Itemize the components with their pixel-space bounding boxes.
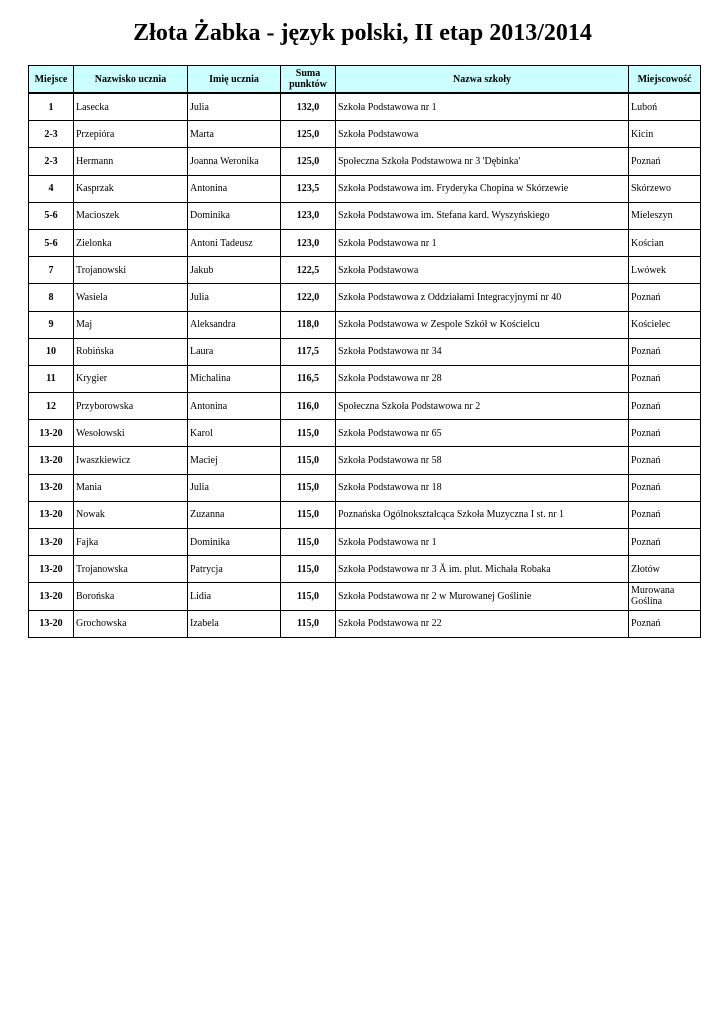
firstname-cell: Antonina — [188, 175, 281, 202]
points-cell: 118,0 — [281, 311, 336, 338]
surname-cell: Przyborowska — [74, 393, 188, 420]
firstname-cell: Izabela — [188, 610, 281, 637]
city-cell: Poznań — [629, 393, 701, 420]
points-cell: 125,0 — [281, 121, 336, 148]
school-cell: Szkoła Podstawowa im. Fryderyka Chopina w Skórzewie — [336, 175, 629, 202]
place-cell: 10 — [29, 338, 74, 365]
place-cell: 13-20 — [29, 583, 74, 610]
table-row — [29, 338, 701, 365]
points-cell: 115,0 — [281, 447, 336, 474]
place-cell: 9 — [29, 311, 74, 338]
table-row — [29, 529, 701, 556]
school-cell: Szkoła Podstawowa nr 3 Ă im. plut. Michała Robaka — [336, 556, 629, 583]
firstname-cell: Laura — [188, 338, 281, 365]
points-cell: 115,0 — [281, 610, 336, 637]
place-cell: 8 — [29, 284, 74, 311]
surname-cell: Macioszek — [74, 202, 188, 229]
firstname-cell: Antoni Tadeusz — [188, 229, 281, 256]
points-cell: 115,0 — [281, 501, 336, 528]
surname-cell: Wasiela — [74, 284, 188, 311]
surname-cell: Hermann — [74, 148, 188, 175]
firstname-cell: Zuzanna — [188, 501, 281, 528]
place-cell: 13-20 — [29, 501, 74, 528]
school-cell: Szkoła Podstawowa nr 1 — [336, 93, 629, 121]
city-cell: Poznań — [629, 474, 701, 501]
city-cell: Poznań — [629, 365, 701, 392]
place-cell: 1 — [29, 93, 74, 121]
surname-cell: Grochowska — [74, 610, 188, 637]
school-cell: Społeczna Szkoła Podstawowa nr 2 — [336, 393, 629, 420]
city-cell: Złotów — [629, 556, 701, 583]
firstname-cell: Marta — [188, 121, 281, 148]
points-cell: 122,0 — [281, 284, 336, 311]
points-cell: 123,5 — [281, 175, 336, 202]
city-cell: Poznań — [629, 501, 701, 528]
place-cell: 4 — [29, 175, 74, 202]
surname-cell: Zielonka — [74, 229, 188, 256]
table-row — [29, 257, 701, 284]
school-cell: Szkoła Podstawowa nr 34 — [336, 338, 629, 365]
school-cell: Szkoła Podstawowa w Zespole Szkół w Kościelcu — [336, 311, 629, 338]
school-cell: Społeczna Szkoła Podstawowa nr 3 'Dębinka' — [336, 148, 629, 175]
school-cell: Szkoła Podstawowa nr 65 — [336, 420, 629, 447]
place-cell: 7 — [29, 257, 74, 284]
city-cell: Lwówek — [629, 257, 701, 284]
table-row — [29, 501, 701, 528]
table-row — [29, 229, 701, 256]
results-table — [28, 65, 701, 638]
city-cell: Luboń — [629, 93, 701, 121]
city-cell: Poznań — [629, 284, 701, 311]
table-row — [29, 121, 701, 148]
table-row — [29, 610, 701, 637]
city-cell: Poznań — [629, 338, 701, 365]
school-cell: Szkoła Podstawowa nr 2 w Murowanej Goślinie — [336, 583, 629, 610]
surname-cell: Borońska — [74, 583, 188, 610]
header-school: Nazwa szkoły — [336, 66, 629, 94]
table-row — [29, 393, 701, 420]
surname-cell: Maj — [74, 311, 188, 338]
firstname-cell: Lidia — [188, 583, 281, 610]
firstname-cell: Jakub — [188, 257, 281, 284]
points-cell: 115,0 — [281, 556, 336, 583]
school-cell: Szkoła Podstawowa nr 58 — [336, 447, 629, 474]
school-cell: Szkoła Podstawowa nr 18 — [336, 474, 629, 501]
table-row — [29, 447, 701, 474]
table-row — [29, 284, 701, 311]
firstname-cell: Aleksandra — [188, 311, 281, 338]
firstname-cell: Julia — [188, 284, 281, 311]
firstname-cell: Dominika — [188, 529, 281, 556]
table-row — [29, 202, 701, 229]
place-cell: 11 — [29, 365, 74, 392]
points-cell: 117,5 — [281, 338, 336, 365]
table-row — [29, 583, 701, 610]
points-cell: 123,0 — [281, 229, 336, 256]
place-cell: 12 — [29, 393, 74, 420]
firstname-cell: Maciej — [188, 447, 281, 474]
points-cell: 132,0 — [281, 93, 336, 121]
header-row — [29, 66, 701, 94]
school-cell: Szkoła Podstawowa nr 28 — [336, 365, 629, 392]
surname-cell: Iwaszkiewicz — [74, 447, 188, 474]
place-cell: 2-3 — [29, 121, 74, 148]
surname-cell: Krygier — [74, 365, 188, 392]
school-cell: Szkoła Podstawowa im. Stefana kard. Wyszyńskiego — [336, 202, 629, 229]
city-cell: Poznań — [629, 420, 701, 447]
city-cell: Murowana Goślina — [629, 583, 701, 610]
firstname-cell: Michalina — [188, 365, 281, 392]
school-cell: Szkoła Podstawowa — [336, 257, 629, 284]
firstname-cell: Dominika — [188, 202, 281, 229]
firstname-cell: Julia — [188, 474, 281, 501]
points-cell: 115,0 — [281, 420, 336, 447]
table-row — [29, 175, 701, 202]
city-cell: Kościan — [629, 229, 701, 256]
city-cell: Mieleszyn — [629, 202, 701, 229]
points-cell: 116,5 — [281, 365, 336, 392]
header-city: Miejscowość — [629, 66, 701, 94]
firstname-cell: Joanna Weronika — [188, 148, 281, 175]
header-surname: Nazwisko ucznia — [74, 66, 188, 94]
surname-cell: Lasecka — [74, 93, 188, 121]
place-cell: 13-20 — [29, 556, 74, 583]
city-cell: Skórzewo — [629, 175, 701, 202]
surname-cell: Nowak — [74, 501, 188, 528]
city-cell: Poznań — [629, 447, 701, 474]
place-cell: 13-20 — [29, 474, 74, 501]
points-cell: 116,0 — [281, 393, 336, 420]
place-cell: 13-20 — [29, 447, 74, 474]
points-cell: 122,5 — [281, 257, 336, 284]
place-cell: 13-20 — [29, 610, 74, 637]
school-cell: Szkoła Podstawowa nr 22 — [336, 610, 629, 637]
place-cell: 2-3 — [29, 148, 74, 175]
header-points-line2: punktów — [289, 79, 327, 90]
school-cell: Szkoła Podstawowa nr 1 — [336, 229, 629, 256]
surname-cell: Wesołowski — [74, 420, 188, 447]
table-row — [29, 420, 701, 447]
school-cell: Poznańska Ogólnokształcąca Szkoła Muzyczna I st. nr 1 — [336, 501, 629, 528]
surname-cell: Robińska — [74, 338, 188, 365]
firstname-cell: Patrycja — [188, 556, 281, 583]
table-row — [29, 93, 701, 121]
city-cell: Poznań — [629, 148, 701, 175]
points-cell: 125,0 — [281, 148, 336, 175]
surname-cell: Przepióra — [74, 121, 188, 148]
points-cell: 115,0 — [281, 529, 336, 556]
table-row — [29, 365, 701, 392]
header-points — [281, 66, 336, 94]
place-cell: 5-6 — [29, 229, 74, 256]
points-cell: 115,0 — [281, 474, 336, 501]
header-points-line1: Suma — [295, 68, 321, 79]
surname-cell: Mania — [74, 474, 188, 501]
points-cell: 115,0 — [281, 583, 336, 610]
points-cell: 123,0 — [281, 202, 336, 229]
table-row — [29, 556, 701, 583]
results-body — [29, 93, 701, 637]
surname-cell: Kasprzak — [74, 175, 188, 202]
surname-cell: Trojanowska — [74, 556, 188, 583]
firstname-cell: Antonina — [188, 393, 281, 420]
surname-cell: Fajka — [74, 529, 188, 556]
page-title: Złota Żabka - język polski, II etap 2013/2014 — [133, 20, 592, 46]
city-cell: Poznań — [629, 529, 701, 556]
table-row — [29, 474, 701, 501]
firstname-cell: Karol — [188, 420, 281, 447]
header-place: Miejsce — [29, 66, 74, 94]
place-cell: 13-20 — [29, 420, 74, 447]
table-row — [29, 148, 701, 175]
place-cell: 13-20 — [29, 529, 74, 556]
surname-cell: Trojanowski — [74, 257, 188, 284]
school-cell: Szkoła Podstawowa — [336, 121, 629, 148]
table-row — [29, 311, 701, 338]
firstname-cell: Julia — [188, 93, 281, 121]
place-cell: 5-6 — [29, 202, 74, 229]
school-cell: Szkoła Podstawowa z Oddziałami Integracyjnymi nr 40 — [336, 284, 629, 311]
city-cell: Poznań — [629, 610, 701, 637]
city-cell: Kościelec — [629, 311, 701, 338]
school-cell: Szkoła Podstawowa nr 1 — [336, 529, 629, 556]
header-firstname: Imię ucznia — [188, 66, 281, 94]
city-cell: Kicin — [629, 121, 701, 148]
